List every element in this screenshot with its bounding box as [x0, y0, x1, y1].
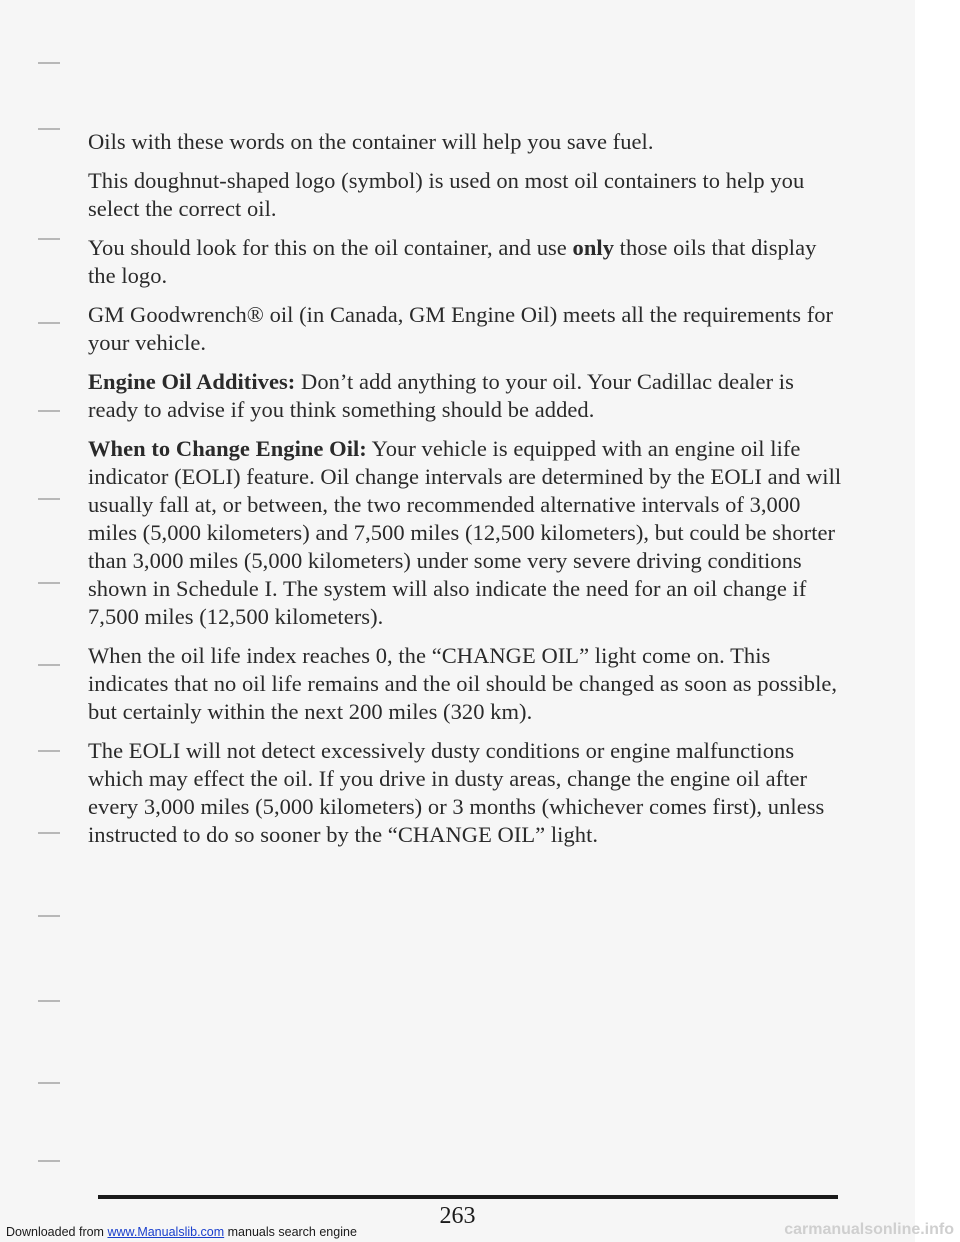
page-number: 263: [439, 1203, 476, 1229]
paragraph-when-to-change: [88, 435, 848, 631]
paragraph-logo-usage: [88, 234, 848, 290]
site-watermark: carmanualsonline.info: [784, 1221, 954, 1238]
text-run: You should look for this on the oil container, and use: [88, 235, 573, 260]
text-run: Don’t add anything to your oil. Your Cadillac dealer is ready to advise if you think something should be added.: [88, 369, 794, 422]
download-suffix: manuals search engine: [224, 1225, 357, 1239]
paragraph-logo-description: This doughnut-shaped logo (symbol) is used on most oil containers to help you select the correct oil.: [88, 168, 805, 221]
margin-tick: [38, 582, 60, 584]
page-margin-strip: [915, 0, 960, 1242]
paragraph-goodwrench: GM Goodwrench® oil (in Canada, GM Engine Oil) meets all the requirements for your vehicle.: [88, 302, 834, 355]
paragraph-oil-life-index: When the oil life index reaches 0, the “CHANGE OIL” light come on. This indicates that no oil life remains and the oil should be changed as soon as possible, but certainly within the next 200 miles (320 km).: [88, 643, 838, 724]
text-run: those oils that display the logo.: [88, 235, 817, 288]
body-text: [88, 128, 848, 860]
margin-tick: [38, 1160, 60, 1162]
margin-tick: [38, 1000, 60, 1002]
download-source-note: [6, 1225, 357, 1239]
paragraph-oil-additives: [88, 368, 848, 424]
margin-tick: [38, 664, 60, 666]
heading-when-to-change: When to Change Engine Oil:: [88, 436, 367, 461]
margin-tick: [38, 62, 60, 64]
footer-rule: [98, 1195, 838, 1199]
margin-tick: [38, 750, 60, 752]
heading-oil-additives: Engine Oil Additives:: [88, 369, 296, 394]
paragraph-dusty-conditions: The EOLI will not detect excessively dusty conditions or engine malfunctions which may effect the oil. If you drive in dusty areas, change the engine oil after every 3,000 miles (5,000 kilometers) or 3 months (whichever comes first), unless instructed to do so sooner by the “CHANGE OIL” light.: [88, 738, 825, 847]
margin-tick: [38, 498, 60, 500]
margin-tick: [38, 322, 60, 324]
margin-tick: [38, 128, 60, 130]
emphasis-only: only: [572, 235, 614, 260]
margin-tick: [38, 915, 60, 917]
download-prefix: Downloaded from: [6, 1225, 108, 1239]
margin-tick: [38, 1082, 60, 1084]
paragraph-fuel-saving: Oils with these words on the container will help you save fuel.: [88, 129, 654, 154]
text-run: Your vehicle is equipped with an engine oil life indicator (EOLI) feature. Oil change intervals are determined by the EOLI and will usually fall at, or between, the two recommended alternative intervals of 3,000 miles (5,000 kilometers) and 7,500 miles (12,500 kilometers), but could be shorter than 3,000 miles (5,000 kilometers) under some very severe driving conditions shown in Schedule I. The system will also indicate the need for an oil change if 7,500 miles (12,500 kilometers).: [88, 436, 842, 629]
margin-tick: [38, 832, 60, 834]
manualslib-link[interactable]: www.Manualslib.com: [107, 1225, 225, 1239]
margin-tick: [38, 410, 60, 412]
margin-tick: [38, 238, 60, 240]
